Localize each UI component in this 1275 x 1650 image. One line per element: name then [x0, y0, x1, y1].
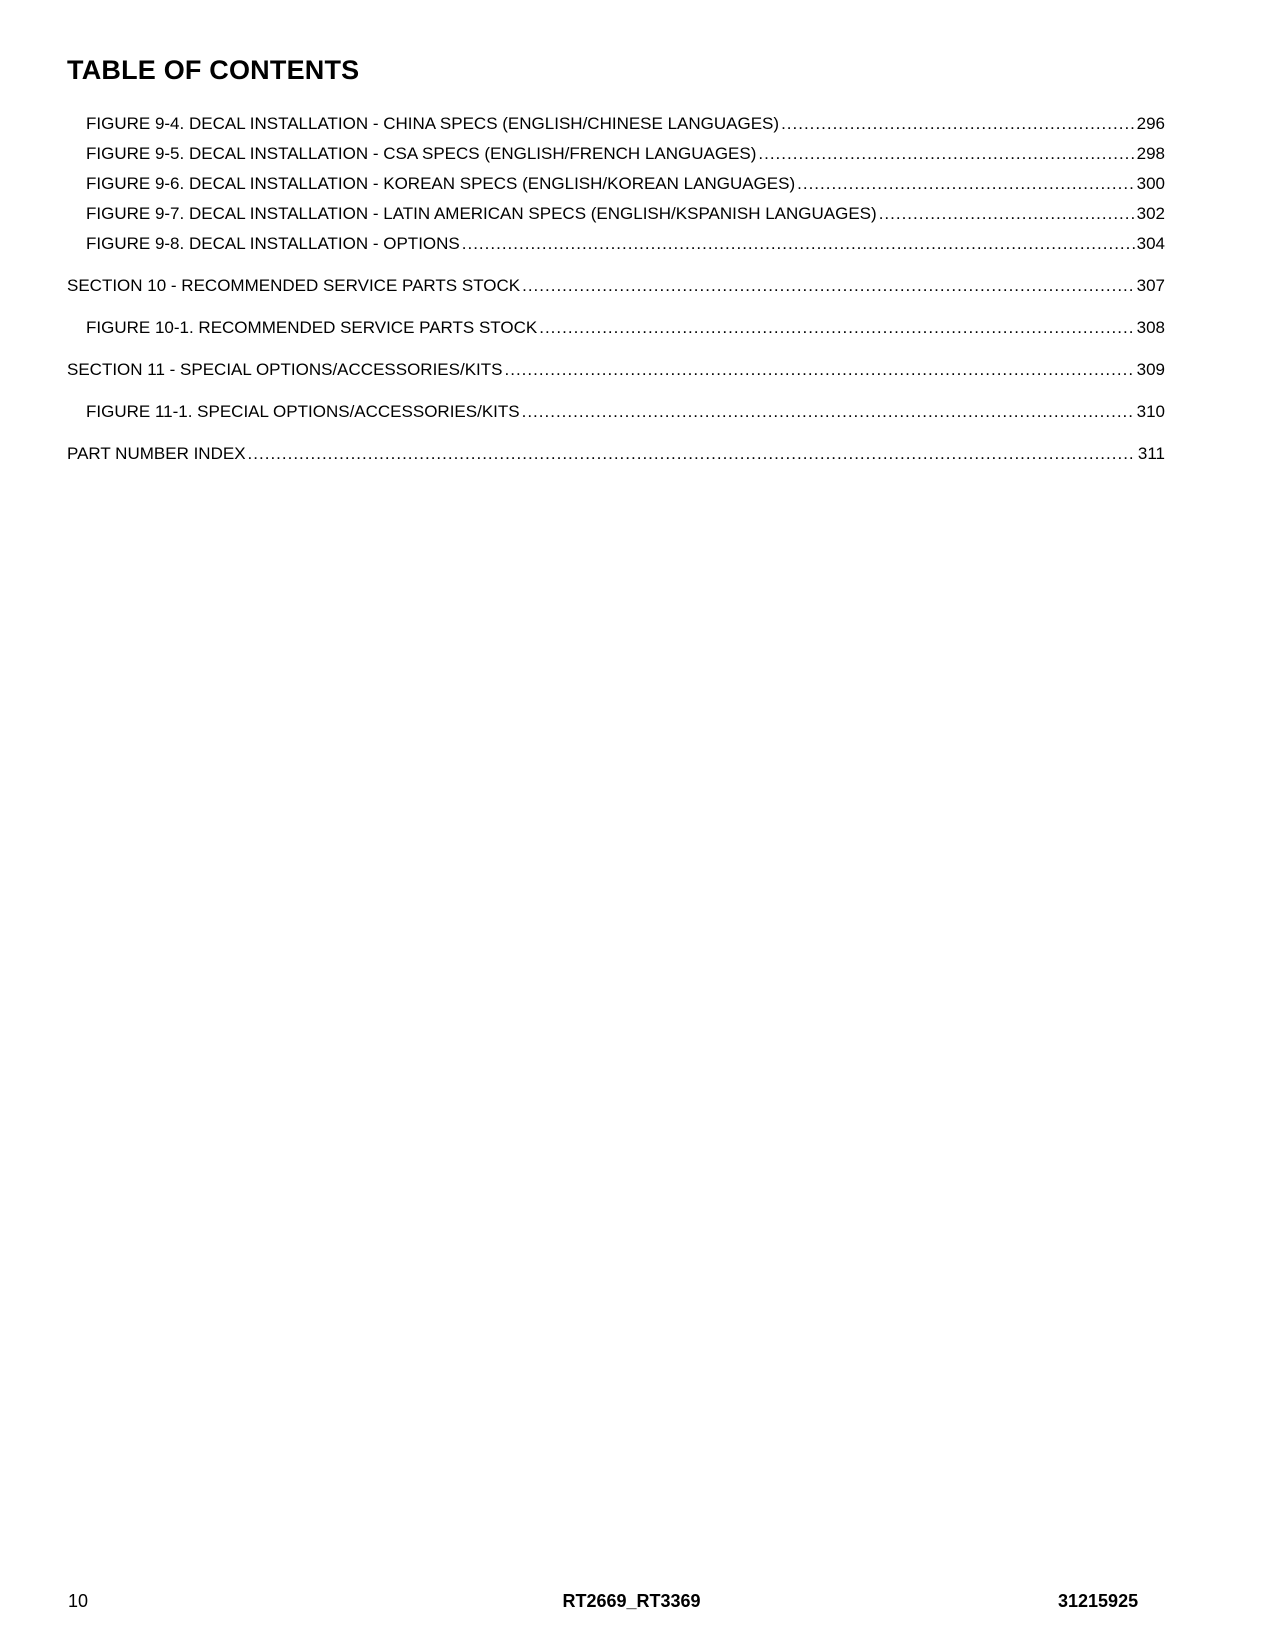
toc-entry[interactable] [86, 202, 1165, 226]
toc-entry-title: FIGURE 9-7. DECAL INSTALLATION - LATIN AMERICAN SPECS (ENGLISH/KSPANISH LANGUAGES) [86, 204, 877, 223]
dot-leader [539, 316, 1134, 340]
toc-entry[interactable] [86, 142, 1165, 166]
toc-entry-page: 307 [1136, 276, 1165, 295]
toc-entry-page: 304 [1136, 234, 1165, 253]
toc-entry-title: FIGURE 9-8. DECAL INSTALLATION - OPTIONS [86, 234, 460, 253]
toc-entry-page: 302 [1136, 204, 1165, 223]
toc-entry[interactable] [67, 274, 1165, 298]
toc-entry-title: FIGURE 10-1. RECOMMENDED SERVICE PARTS STOCK [86, 318, 538, 337]
toc-entry[interactable] [86, 112, 1165, 136]
toc-entry-page: 310 [1136, 402, 1165, 421]
footer-document-number: 31215925 [1058, 1591, 1139, 1611]
toc-entry-title: FIGURE 9-5. DECAL INSTALLATION - CSA SPECS (ENGLISH/FRENCH LANGUAGES) [86, 144, 757, 163]
dot-leader [248, 442, 1136, 466]
toc-entry-title: PART NUMBER INDEX [67, 444, 246, 463]
toc-entry-page: 309 [1136, 360, 1165, 379]
toc-entry-page: 296 [1136, 114, 1165, 133]
toc-entry-title: FIGURE 9-6. DECAL INSTALLATION - KOREAN SPECS (ENGLISH/KOREAN LANGUAGES) [86, 174, 796, 193]
dot-leader [522, 274, 1135, 298]
dot-leader [797, 172, 1135, 196]
footer-model-name: RT2669_RT3369 [562, 1591, 701, 1611]
toc-entry-title: FIGURE 9-4. DECAL INSTALLATION - CHINA SPECS (ENGLISH/CHINESE LANGUAGES) [86, 114, 780, 133]
toc-entry-title: SECTION 10 - RECOMMENDED SERVICE PARTS STOCK [67, 276, 521, 295]
toc-entry-title: SECTION 11 - SPECIAL OPTIONS/ACCESSORIES/KITS [67, 360, 503, 379]
dot-leader [522, 400, 1135, 424]
toc-entry[interactable] [86, 172, 1165, 196]
toc-entry-title: FIGURE 11-1. SPECIAL OPTIONS/ACCESSORIES/KITS [86, 402, 520, 421]
toc-entry[interactable] [86, 400, 1165, 424]
toc-entry-page: 298 [1136, 144, 1165, 163]
dot-leader [879, 202, 1135, 226]
dot-leader [505, 358, 1135, 382]
toc-entry[interactable] [67, 358, 1165, 382]
toc-entry-page: 311 [1137, 444, 1165, 463]
toc-entry-page: 308 [1136, 318, 1165, 337]
toc-entry[interactable] [86, 316, 1165, 340]
page-title: TABLE OF CONTENTS [67, 55, 360, 85]
dot-leader [758, 142, 1134, 166]
toc-entry[interactable] [67, 442, 1165, 466]
footer-page-number: 10 [68, 1591, 89, 1611]
dot-leader [781, 112, 1135, 136]
toc-entry-page: 300 [1136, 174, 1165, 193]
dot-leader [462, 232, 1135, 256]
toc-entry[interactable] [86, 232, 1165, 256]
